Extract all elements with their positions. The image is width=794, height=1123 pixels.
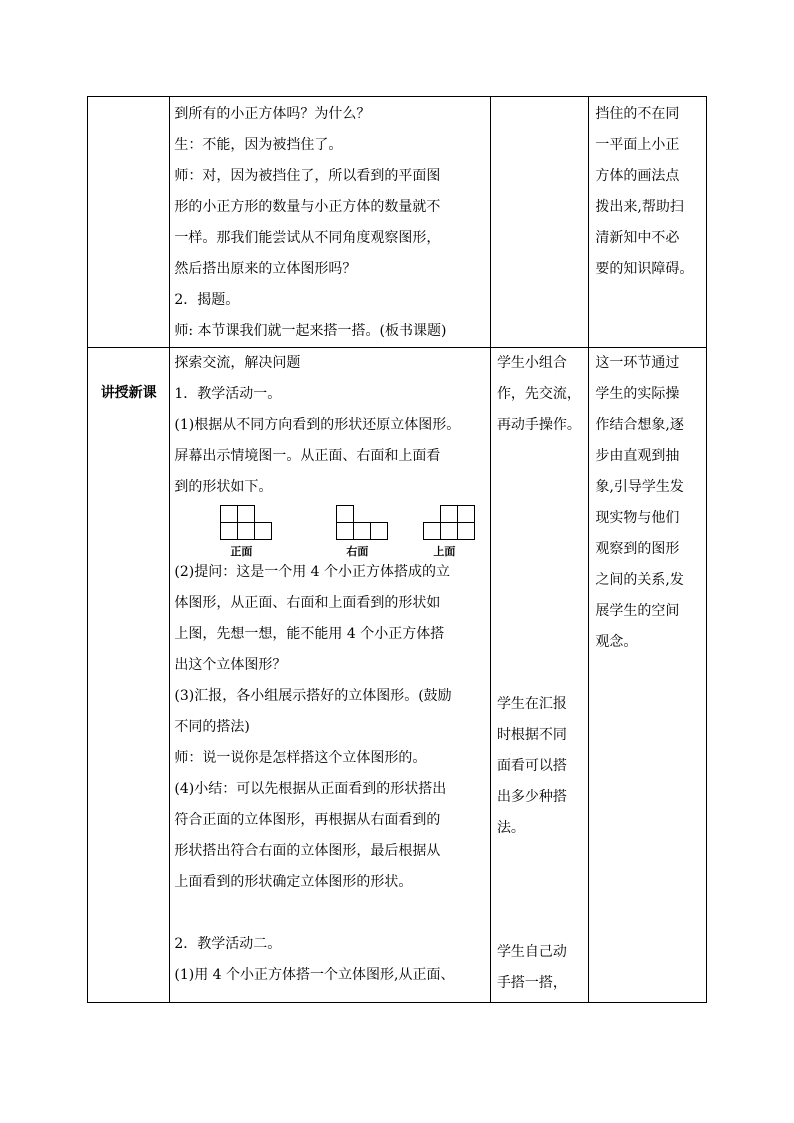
process-line: 探索交流，解决问题 [174,355,301,371]
student-line: 时根据不同 [496,727,567,743]
process-line: (1)用 4 个小正方体搭一个立体图形,从正面、 [174,967,455,983]
process-line: 不同的搭法) [174,719,250,735]
right-view-caption: 右面 [346,545,369,558]
process-line: 形状搭出符合右面的立体图形，最后根据从 [174,843,441,859]
table-row [88,97,707,348]
process-line: 到所有的小正方体吗？为什么？ [174,106,371,122]
process-line: 出这个立体图形？ [174,657,287,673]
process-line: 2．揭题。 [174,292,240,308]
student-line: 学生小组合 [496,355,567,371]
design-line: 要的知识障碍。 [595,261,694,277]
design-line: 展学生的空间 [595,603,680,619]
student-line: 再动手操作。 [496,417,581,433]
view-figures [174,503,490,557]
process-line: 上面看到的形状确定立体图形的形状。 [174,874,413,890]
process-line: 师：对，因为被挡住了，所以看到的平面图 [174,168,441,184]
student-line: 手搭一搭， [496,975,567,991]
process-line: 体图形，从正面、右面和上面看到的形状如 [174,595,441,611]
design-line: 之间的关系,发 [595,572,684,588]
process-line: 生：不能，因为被挡住了。 [174,137,343,153]
top-view-caption: 上面 [433,545,456,558]
design-line: 这一环节通过 [595,355,680,371]
design-line: 作结合想象,逐 [595,417,684,433]
process-line: 形的小正方形的数量与小正方体的数量就不 [174,199,441,215]
design-line: 方体的画法点 [595,168,680,184]
design-line: 象,引导学生发 [595,479,684,495]
front-view-caption: 正面 [230,545,253,558]
process-line: (3)汇报，各小组展示搭好的立体图形。(鼓励 [174,688,452,704]
process-line: 符合正面的立体图形，再根据从右面看到的 [174,812,441,828]
student-line: 学生自己动 [496,944,567,960]
process-line: (2)提问：这是一个用 4 个小正方体搭成的立 [174,564,451,580]
student-line: 学生在汇报 [496,696,567,712]
design-line: 现实物与他们 [595,510,680,526]
student-line: 出多少种搭 [496,789,567,805]
design-line: 观察到的图形 [595,541,680,557]
process-line: (4)小结：可以先根据从正面看到的形状搭出 [174,781,447,797]
process-line: 然后搭出原来的立体图形吗？ [174,261,357,277]
lesson-table [87,96,707,1003]
process-cell [170,348,491,1003]
process-line: 2．教学活动二。 [174,936,282,952]
process-line: 师: 本节课我们就一起来搭一搭。(板书课题) [174,323,447,339]
design-line: 步由直观到抽 [595,448,680,464]
process-cell [170,97,491,348]
process-line: 一样。那我们能尝试从不同角度观察图形， [174,230,441,246]
process-line: 1．教学活动一。 [174,386,282,402]
section-label-cell [88,348,170,1003]
design-line: 拨出来,帮助扫 [595,199,684,215]
table-row [88,348,707,1003]
design-line: 学生的实际操 [595,386,680,402]
student-line: 法。 [496,820,525,836]
design-cell [589,348,707,1003]
design-line: 清新知中不必 [595,230,680,246]
student-cell-empty [490,97,588,348]
design-cell [589,97,707,348]
design-line: 挡住的不在同 [595,106,680,122]
student-cell [490,348,588,1003]
process-line: 到的形状如下。 [174,479,273,495]
process-line: 屏幕出示情境图一。从正面、右面和上面看 [174,448,441,464]
process-line: (1)根据从不同方向看到的形状还原立体图形。 [174,417,461,433]
design-line: 观念。 [595,634,638,650]
section-label: 讲授新课 [100,385,157,401]
section-cell-empty [88,97,170,348]
process-line: 师：说一说你是怎样搭这个立体图形的。 [174,750,427,766]
student-line: 作，先交流， [496,386,581,402]
design-line: 一平面上小正 [595,137,680,153]
student-line: 面看可以搭 [496,758,567,774]
process-line: 上图，先想一想，能不能用 4 个小正方体搭 [174,626,445,642]
